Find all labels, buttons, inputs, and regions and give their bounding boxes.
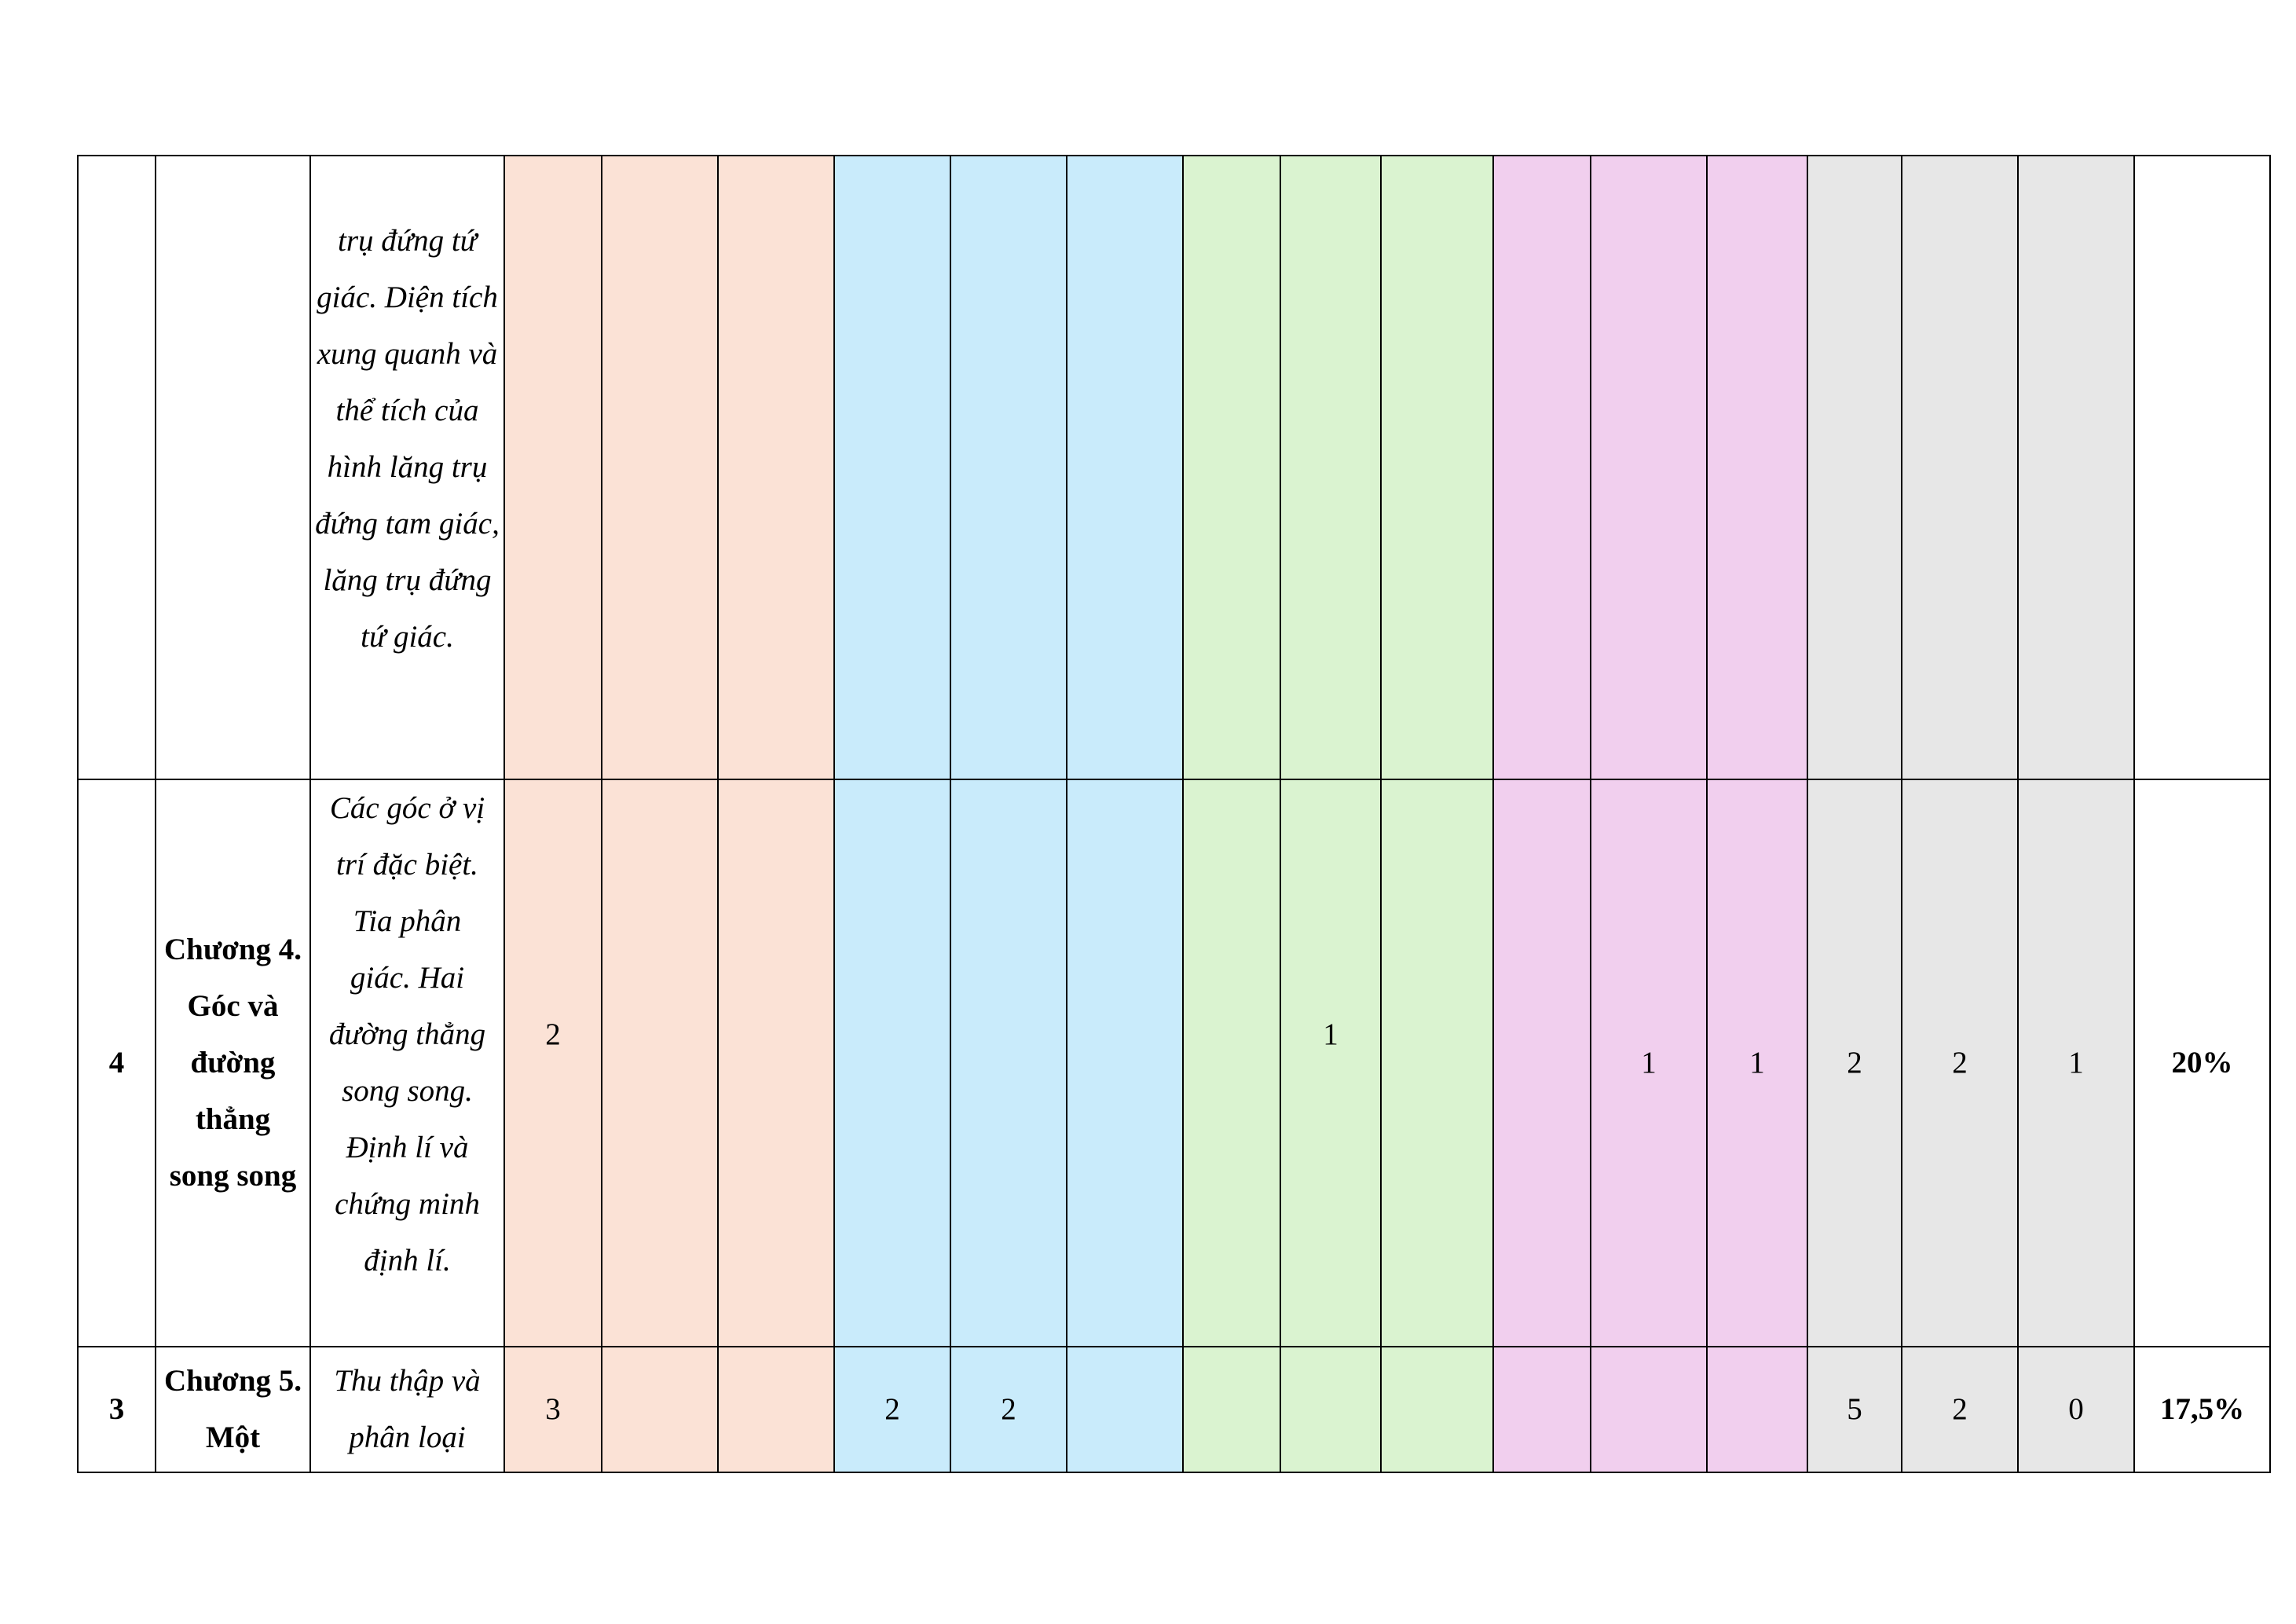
percent-cell bbox=[2134, 156, 2270, 779]
content-cell bbox=[310, 156, 504, 779]
chapter-text: Chương 5. Một bbox=[163, 1364, 302, 1454]
gray-cell: 5 bbox=[1807, 1347, 1902, 1472]
peach-cell bbox=[602, 156, 718, 779]
pink-cell bbox=[1591, 156, 1707, 779]
green-cell bbox=[1280, 1347, 1381, 1472]
chapter-cell bbox=[156, 1347, 310, 1472]
gray-cell bbox=[1902, 156, 2018, 779]
stt-cell: 4 bbox=[78, 779, 156, 1347]
content-text: trụ đứng tứ giác. Diện tích xung quanh và thể tích của hình lăng trụ đứng tam giác, lăng trụ đứng tứ giác. bbox=[315, 224, 500, 654]
peach-cell bbox=[602, 779, 718, 1347]
content-text: Thu thập và phân loại bbox=[334, 1364, 481, 1454]
blue-cell bbox=[1067, 156, 1183, 779]
pink-cell bbox=[1493, 1347, 1591, 1472]
stt-cell bbox=[78, 156, 156, 779]
cell-value: 3 bbox=[545, 1392, 561, 1426]
chapter-cell bbox=[156, 156, 310, 779]
pink-cell bbox=[1707, 1347, 1807, 1472]
peach-cell bbox=[718, 156, 834, 779]
green-cell bbox=[1381, 156, 1493, 779]
green-cell bbox=[1183, 779, 1280, 1347]
gray-cell: 0 bbox=[2018, 1347, 2134, 1472]
green-cell bbox=[1381, 779, 1493, 1347]
green-cell bbox=[1183, 156, 1280, 779]
cell-value: 2 bbox=[884, 1392, 900, 1426]
blue-cell bbox=[950, 156, 1067, 779]
gray-cell: 2 bbox=[1902, 779, 2018, 1347]
stt-cell: 3 bbox=[78, 1347, 156, 1472]
content-cell bbox=[310, 1347, 504, 1472]
pink-cell bbox=[1707, 156, 1807, 779]
content-cell bbox=[310, 779, 504, 1347]
blue-cell bbox=[834, 156, 950, 779]
peach-cell bbox=[602, 1347, 718, 1472]
percent-cell: 17,5% bbox=[2134, 1347, 2270, 1472]
matrix-table bbox=[77, 155, 2271, 1473]
chapter-text: Chương 4. Góc và đường thẳng song song bbox=[163, 933, 302, 1193]
green-cell bbox=[1183, 1347, 1280, 1472]
gray-cell: 2 bbox=[1902, 1347, 2018, 1472]
cell-value: 2 bbox=[545, 1017, 561, 1051]
green-cell bbox=[1280, 779, 1381, 1347]
gray-cell: 2 bbox=[1807, 779, 1902, 1347]
table-row bbox=[78, 1347, 2270, 1472]
green-cell bbox=[1381, 1347, 1493, 1472]
blue-cell bbox=[834, 1347, 950, 1472]
content-text: Các góc ở vị trí đặc biệt. Tia phân giác. Hai đường thẳng song song. Định lí và chứng minh định lí. bbox=[328, 791, 486, 1278]
gray-cell bbox=[1807, 156, 1902, 779]
peach-cell bbox=[504, 156, 602, 779]
chapter-cell bbox=[156, 779, 310, 1347]
cell-value: 2 bbox=[1001, 1392, 1016, 1426]
green-cell bbox=[1280, 156, 1381, 779]
peach-cell bbox=[718, 779, 834, 1347]
peach-cell bbox=[504, 1347, 602, 1472]
blue-cell bbox=[1067, 779, 1183, 1347]
peach-cell bbox=[718, 1347, 834, 1472]
table-row bbox=[78, 779, 2270, 1347]
blue-cell bbox=[834, 779, 950, 1347]
gray-cell: 1 bbox=[2018, 779, 2134, 1347]
pink-cell: 1 bbox=[1591, 779, 1707, 1347]
percent-cell: 20% bbox=[2134, 779, 2270, 1347]
blue-cell bbox=[950, 1347, 1067, 1472]
blue-cell bbox=[950, 779, 1067, 1347]
peach-cell bbox=[504, 779, 602, 1347]
pink-cell bbox=[1493, 779, 1591, 1347]
pink-cell: 1 bbox=[1707, 779, 1807, 1347]
pink-cell bbox=[1493, 156, 1591, 779]
cell-value: 1 bbox=[1323, 1017, 1338, 1051]
blue-cell bbox=[1067, 1347, 1183, 1472]
gray-cell bbox=[2018, 156, 2134, 779]
table-row bbox=[78, 156, 2270, 779]
pink-cell bbox=[1591, 1347, 1707, 1472]
